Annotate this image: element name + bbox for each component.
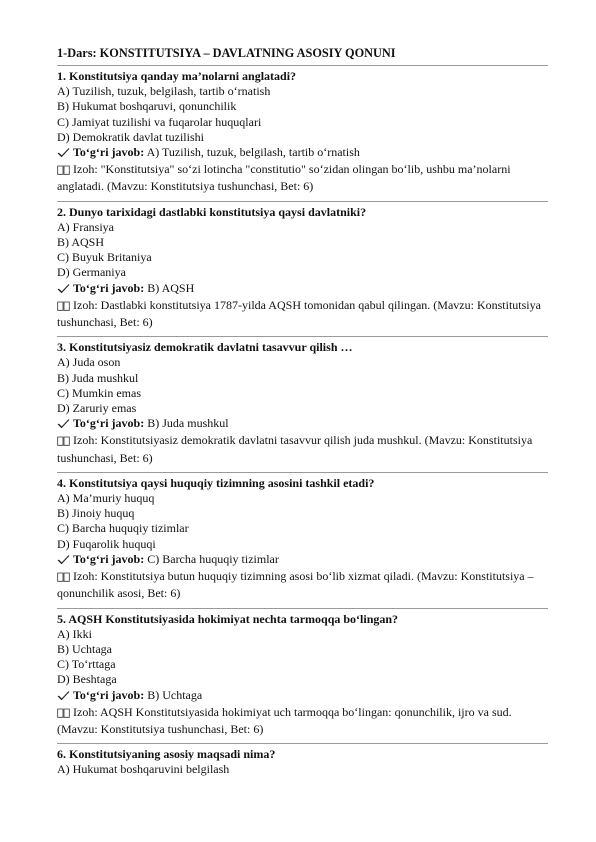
question-text: 6. Konstitutsiyaning asosiy maqsadi nima? (57, 747, 276, 762)
explanation-text: Izoh: "Konstitutsiya" so‘zi lotincha "constitutio" so‘zidan olingan bo‘lib, ushbu ma’nolarni anglatadi. (Mavzu: Konstitutsiya tushunchasi, Bet: 6) (57, 162, 511, 194)
question-block (57, 476, 548, 602)
correct-answer-value: B) AQSH (144, 280, 195, 295)
book-icon (57, 435, 70, 450)
answer-option: C) To‘rttaga (57, 657, 116, 672)
answer-option: C) Mumkin emas (57, 385, 141, 400)
correct-answer-value: A) Tuzilish, tuzuk, belgilash, tartib o‘rnatish (144, 145, 360, 160)
book-icon (57, 164, 70, 179)
question-text: 2. Dunyo tarixidagi dastlabki konstitutsiya qaysi davlatniki? (57, 204, 367, 219)
check-icon (57, 418, 70, 433)
question-block (57, 747, 548, 777)
answer-option: C) Barcha huquqiy tizimlar (57, 521, 189, 536)
answer-option: A) Juda oson (57, 355, 121, 370)
answer-option: A) Tuzilish, tuzuk, belgilash, tartib o‘rnatish (57, 84, 271, 99)
question-text: 5. AQSH Konstitutsiyasida hokimiyat nechta tarmoqqa bo‘lingan? (57, 611, 399, 626)
book-icon (57, 707, 70, 722)
correct-answer-label: To‘g‘ri javob: (73, 416, 145, 431)
book-icon (57, 300, 70, 315)
question-block (57, 340, 548, 466)
question-block (57, 69, 548, 195)
check-icon (57, 554, 70, 569)
explanation-text: Izoh: AQSH Konstitutsiyasida hokimiyat uch tarmoqqa bo‘lingan: qonunchilik, ijro va sud. (Mavzu: Konstitutsiya tushunchasi, Bet: 6) (57, 704, 512, 736)
question-text: 4. Konstitutsiya qaysi huquqiy tizimning asosini tashkil etadi? (57, 475, 375, 490)
section-divider (57, 336, 548, 337)
correct-answer-label: To‘g‘ri javob: (73, 551, 145, 566)
explanation (57, 162, 548, 194)
correct-answer-value: B) Uchtaga (144, 687, 203, 702)
section-divider (57, 472, 548, 473)
correct-answer (57, 416, 548, 433)
correct-answer (57, 552, 548, 569)
answer-option: C) Buyuk Britaniya (57, 250, 152, 265)
answer-option: D) Fuqarolik huquqi (57, 536, 156, 551)
question-list (57, 65, 548, 778)
section-divider (57, 743, 548, 744)
answer-option: D) Demokratik davlat tuzilishi (57, 129, 204, 144)
explanation (57, 298, 548, 330)
section-divider (57, 65, 548, 66)
question-text: 1. Konstitutsiya qanday ma’nolarni anglatadi? (57, 69, 297, 83)
answer-option: B) Jinoiy huquq (57, 506, 135, 521)
answer-option: B) AQSH (57, 235, 105, 250)
page-title: 1-Dars: KONSTITUTSIYA – DAVLATNING ASOSIY QONUNI (57, 46, 396, 60)
question-block (57, 612, 548, 738)
explanation (57, 705, 548, 737)
correct-answer (57, 688, 548, 705)
book-icon (57, 571, 70, 586)
answer-option: A) Hukumat boshqaruvini belgilash (57, 762, 230, 777)
answer-option: D) Zaruriy emas (57, 401, 137, 416)
question-text: 3. Konstitutsiyasiz demokratik davlatni tasavvur qilish … (57, 340, 353, 355)
explanation (57, 569, 548, 601)
answer-option: D) Beshtaga (57, 672, 117, 687)
answer-option: B) Juda mushkul (57, 370, 139, 385)
check-icon (57, 147, 70, 162)
correct-answer-value: C) Barcha huquqiy tizimlar (144, 551, 279, 566)
explanation-text: Izoh: Konstitutsiya butun huquqiy tizimning asosi bo‘lib xizmat qiladi. (Mavzu: Konstitutsiya – qonunchilik asosi, Bet: 6) (57, 569, 534, 601)
answer-option: A) Ikki (57, 626, 92, 641)
correct-answer-label: To‘g‘ri javob: (73, 687, 145, 702)
answer-option: A) Fransiya (57, 219, 114, 234)
answer-option: C) Jamiyat tuzilishi va fuqarolar huquqlari (57, 114, 262, 129)
correct-answer-label: To‘g‘ri javob: (73, 280, 145, 295)
check-icon (57, 690, 70, 705)
correct-answer-value: B) Juda mushkul (144, 416, 229, 431)
answer-option: D) Germaniya (57, 265, 126, 280)
explanation-text: Izoh: Konstitutsiyasiz demokratik davlatni tasavvur qilish juda mushkul. (Mavzu: Konstitutsiya tushunchasi, Bet: 6) (57, 433, 533, 465)
section-divider (57, 608, 548, 609)
question-block (57, 205, 548, 331)
explanation-text: Izoh: Dastlabki konstitutsiya 1787-yilda AQSH tomonidan qabul qilingan. (Mavzu: Konstitutsiya tushunchasi, Bet: 6) (57, 297, 541, 330)
answer-option: B) Uchtaga (57, 641, 112, 656)
correct-answer-label: To‘g‘ri javob: (73, 145, 145, 160)
explanation (57, 433, 548, 465)
answer-option: A) Ma’muriy huquq (57, 491, 155, 506)
check-icon (57, 283, 70, 298)
answer-option: B) Hukumat boshqaruvi, qonunchilik (57, 99, 237, 114)
correct-answer (57, 281, 548, 298)
section-divider (57, 201, 548, 202)
correct-answer (57, 145, 548, 162)
